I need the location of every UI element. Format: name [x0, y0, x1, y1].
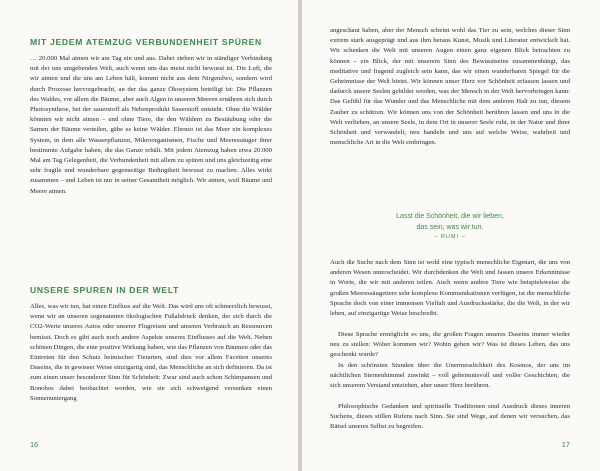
- right-page: [302, 0, 600, 471]
- body-paragraph: Alles, was wir tun, hat einen Einfluss auf die Welt. Das wird uns oft schmerzlich bewusst, wenn wir an unseren sogenannten ökologischen Fußabdruck denken, der sich durch die CO2-Werte unseres Autos oder unserer Flugreisen und unseren Verbrauch an Ressourcen bemisst. Doch es gibt auch noch andere Aspekte unseres Einflusses auf die Welt. Neben schönen Dingen, die eine positive Wirkung haben, wie das Pflanzen von Bäumen oder das Eintreten für den Schutz heimischer Tierarten, sind dies vor allem Facetten unseres Daseins, die in gewisser Weise einzigartig sind, das Menschliche an sich definieren. Da ist zum einen unser besonderer Sinn für Schönheit: Zwar sind auch schon Schimpansen und Bonobos dabei beobachtet worden, wie sie sich schweigend versunken einen Sonnenuntergang: [30, 303, 272, 402]
- quote-line: das sein, was wir tun.: [416, 223, 484, 231]
- quote-line: Lasst die Schönheit, die wir lieben,: [396, 213, 504, 220]
- right-page-content: [330, 26, 570, 433]
- body-paragraph: Diese Sprache ermöglicht es uns, die großen Fragen unseres Daseins immer wieder neu zu stellen: Woher kommen wir? Wohin gehen wir? Was ist dieses Leben, das uns geschenkt wurde?: [330, 331, 570, 359]
- epigraph-quote: [330, 212, 570, 240]
- body-paragraph: … 20.000 Mal atmen wir am Tag ein und aus. Dabei stehen wir in ständiger Verbindung mit der uns umgebenden Welt, auch wenn uns das meist nicht bewusst ist. Die Luft, die wir atmen und die uns am Leben hält, kommt nicht aus dem Nirgendwo, sondern wird durch Prozesse hervorgebracht, an der das ganze Ökosystem beteiligt ist: Die Pflanzen des Waldes, vor allem die Bäume, aber auch Algen in unseren Meeren ernähren sich durch Photosynthese, bei der sauerstoff als Nebenprodukt Sauerstoff entsteht. Ohne die Wälder könnten wir nicht atmen – und ohne Tiere, die den Wäldern zu Bestäubung oder die Samen der Bäume verteilen, gäbe es keine Wälder. Ebenso ist das Meer ein komplexes System, in dem alle Wasserpflanzen, Mikroorganismen, Fische und Meeressäuger ihrer bestimmte Aufgabe haben, die das Ganze erhält. Mit jedem Atemzug haben etwa 20.000 Mal am Tag Gelegenheit, die Verbundenheit mit allem zu spüren und uns gleichzeitig eine sehr fragile und wunderbare gegenseitige Bedingtheit bewusst zu machen. Alles wirkt zusammen – und Leben ist nur in seiner Gesamtheit möglich. Wir atmen, weil Bäume und Meere atmen.: [30, 55, 272, 195]
- left-page: [0, 0, 298, 471]
- page-number: 17: [561, 440, 570, 449]
- body-paragraph: angeschaut haben, aber der Mensch scheint wohl das Tier zu sein, welches dieser Sinn extrem stark ausgeprägt und aus ihm heraus Kunst, Musik und Literatur entwickelt hat. Wir schenken die Welt mit unseren Augen einen ganz eigenen Blick betrachten zu können – ein Blick, der mit unserem Sinn des Bewusstseins zusammenhängt, das meditative und fragend zugleich sein kann, das wir einen wunderbaren Spiegel für die Geheimnisse der Welt bietet. Wir können unser Herz vor Schönheit erfassen lassen und dadurch unsere Seelen gebildet werden, was der Mensch in der Welt hervorbringen kann: Das Gefühl für das Wunder und das Menschliche mit dem anderen Halt zu tun, diesem Zauber zu schützen. Wir können uns von der Schönheit berühren lassen und uns in die Welt verlieben, an unsere Seele, in dem Ort in unserer Seele ruht, in der Natur und ihrer Schönheit und verwandelt, neu handeln und uns auf welche Weise, wahrheit und menschliche Art in die Welt einbringen.: [330, 27, 570, 147]
- section-heading: UNSERE SPUREN IN DER WELT: [30, 285, 180, 295]
- left-page-content: [30, 36, 272, 434]
- body-paragraph: Auch die Suche nach dem Sinn ist wohl eine typisch menschliche Eigenart, die uns von anderen Wesen unterscheidet. Wir durchdenken die Welt und fassen unsere Erkenntnisse in Worte, die wir mit anderen teilen. Auch wenn andere Tiere wie beispielsweise die großen Meeressäugetiere sehr komplexe Kommunikationen verfügen, ist die menschliche Sprache doch von einer immensen Vielfalt und Ausdrucksstärke, die die Welt, in der wir leben, auf einzigartige Weise beschreibt.: [330, 259, 570, 318]
- page-number: 16: [30, 440, 39, 449]
- section-heading: MIT JEDEM ATEMZUG VERBUNDENHEIT SPÜREN: [30, 37, 262, 47]
- body-paragraph: In den schönsten Stunden über die Unermesslichkeit des Kosmos, der uns im nächtlichen Sternenhimmel zuwinkt – voll geheimnisvoll und voller Geschichten, die sich unserem Verstand entziehen, aber unser Herz berühren.: [330, 362, 570, 390]
- quote-author: – RUMI –: [434, 234, 466, 240]
- body-paragraph: Philosophische Gedanken und spirituelle Traditionen sind Ausdruck dieses inneren Suchens, dieses stillen Rufens nach Sinn. Sie sind Wege, auf denen wir versuchen, das Rätsel unseres Selbst zu begreifen.: [330, 403, 570, 431]
